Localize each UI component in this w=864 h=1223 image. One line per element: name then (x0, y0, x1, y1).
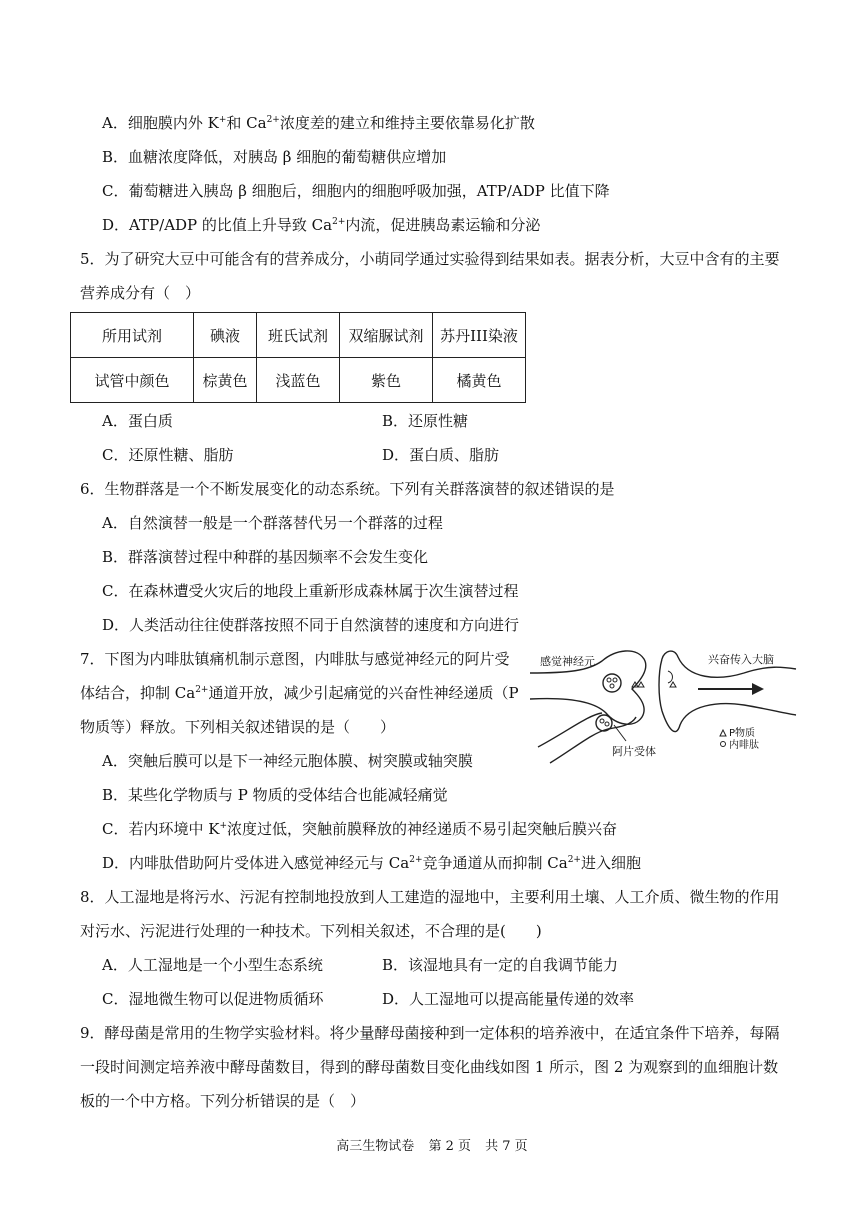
table-cell: 橘黄色 (433, 358, 526, 403)
q6-stem: 6．生物群落是一个不断发展变化的动态系统。下列有关群落演替的叙述错误的是 (80, 480, 615, 498)
q8-option-b: B．该湿地具有一定的自我调节能力 (382, 956, 619, 974)
synapse-diagram (528, 643, 798, 768)
q5-option-d: D．蛋白质、脂肪 (382, 446, 500, 464)
q9-stem-line1: 9．酵母菌是常用的生物学实验材料。将少量酵母菌接种到一定体积的培养液中，在适宜条件下培养，每隔 (80, 1024, 780, 1042)
table-cell: 紫色 (340, 358, 433, 403)
q4-option-a: A．细胞膜内外 K+和 $Ca^{2+}$浓度差的建立和维持主要依靠易化扩散 (102, 114, 535, 132)
q7-stem-line2: 体结合，抑制 $Ca^{2+}$通道开放，减少引起痛觉的兴奋性神经递质（P (80, 684, 519, 702)
q8-stem-line1: 8．人工湿地是将污水、污泥有控制地投放到人工建造的湿地中，主要利用土壤、人工介质、微生物的作用 (80, 888, 780, 906)
q6-option-b: B．群落演替过程中种群的基因频率不会发生变化 (102, 548, 429, 566)
legend-endorphin: 内啡肽 (729, 740, 759, 751)
q4-option-d: D．ATP/ADP 的比值上升导致 $Ca^{2+}$内流，促进胰岛素运输和分泌 (102, 216, 541, 234)
q7-option-c: C．若内环境中 K+浓度过低，突触前膜释放的神经递质不易引起突触后膜兴奋 (102, 820, 618, 838)
footer-page-number: 第 2 页 (428, 1139, 471, 1154)
endorphin-legend-icon (721, 742, 726, 747)
axon-line-upper (538, 713, 602, 747)
q7-option-d: D．内啡肽借助阿片受体进入感觉神经元与 $Ca^{2+}$竞争通道从而抑制 $Ca^{2+}$进入细胞 (102, 854, 641, 872)
q8-option-c: C．湿地微生物可以促进物质循环 (102, 990, 324, 1008)
vesicle (603, 674, 621, 692)
q6-option-c: C．在森林遭受火灾后的地段上重新形成森林属于次生演替过程 (102, 582, 519, 600)
q7-option-b: B．某些化学物质与 P 物质的受体结合也能减轻痛觉 (102, 786, 448, 804)
table-cell: 碘液 (194, 313, 257, 358)
label-excitation-to-brain: 兴奋传入大脑 (708, 653, 774, 666)
table-row (71, 313, 526, 358)
q5-stem-line2: 营养成分有（ ） (80, 284, 201, 302)
table-cell: 浅蓝色 (257, 358, 340, 403)
table-row (71, 358, 526, 403)
q8-option-d: D．人工湿地可以提高能量传递的效率 (382, 990, 635, 1008)
q9-stem-line3: 板的一个中方格。下列分析错误的是（ ） (80, 1092, 366, 1110)
table-cell: 棕黄色 (194, 358, 257, 403)
footer-total-pages: 共 7 页 (485, 1139, 528, 1154)
q7-option-a: A．突触后膜可以是下一神经元胞体膜、树突膜或轴突膜 (102, 752, 473, 770)
page-footer (0, 1135, 864, 1154)
table-cell: 所用试剂 (71, 313, 194, 358)
table-cell: 苏丹III染液 (433, 313, 526, 358)
q5-stem-line1: 5．为了研究大豆中可能含有的营养成分，小萌同学通过实验得到结果如表。据表分析，大豆中含有的主要 (80, 250, 780, 268)
legend-p-substance: P物质 (729, 728, 756, 739)
postsynaptic-cleft-edge (659, 659, 662, 711)
q5-option-a: A．蛋白质 (102, 412, 173, 430)
label-sensory-neuron: 感觉神经元 (540, 655, 595, 668)
table-cell: 班氏试剂 (257, 313, 340, 358)
arrow-head-icon (752, 683, 764, 695)
p-substance-legend-icon (720, 730, 726, 736)
q9-stem-line2: 一段时间测定培养液中酵母菌数目，得到的酵母菌数目变化曲线如图 1 所示，图 2 为观察到的血细胞计数 (80, 1058, 779, 1076)
q6-option-a: A．自然演替一般是一个群落替代另一个群落的过程 (102, 514, 443, 532)
q8-option-a: A．人工湿地是一个小型生态系统 (102, 956, 323, 974)
q5-option-c: C．还原性糖、脂肪 (102, 446, 234, 464)
table-cell: 试管中颜色 (71, 358, 194, 403)
q5-option-b: B．还原性糖 (382, 412, 469, 430)
reagent-table (70, 312, 526, 403)
table-cell: 双缩脲试剂 (340, 313, 433, 358)
q8-stem-line2: 对污水、污泥进行处理的一种技术。下列相关叙述，不合理的是( ) (80, 922, 542, 940)
label-opioid-receptor: 阿片受体 (612, 745, 656, 758)
q4-option-b: B．血糖浓度降低，对胰岛 β 细胞的葡萄糖供应增加 (102, 148, 447, 166)
q6-option-d: D．人类活动往往使群落按照不同于自然演替的速度和方向进行 (102, 616, 520, 634)
q7-stem-line1: 7．下图为内啡肽镇痛机制示意图，内啡肽与感觉神经元的阿片受 (80, 650, 510, 668)
q7-stem-line3: 物质等）释放。下列相关叙述错误的是（ ） (80, 718, 396, 736)
vesicle (596, 715, 612, 731)
footer-title: 高三生物试卷 (336, 1139, 415, 1154)
q4-option-c: C．葡萄糖进入胰岛 β 细胞后，细胞内的细胞呼吸加强，ATP/ADP 比值下降 (102, 182, 610, 200)
